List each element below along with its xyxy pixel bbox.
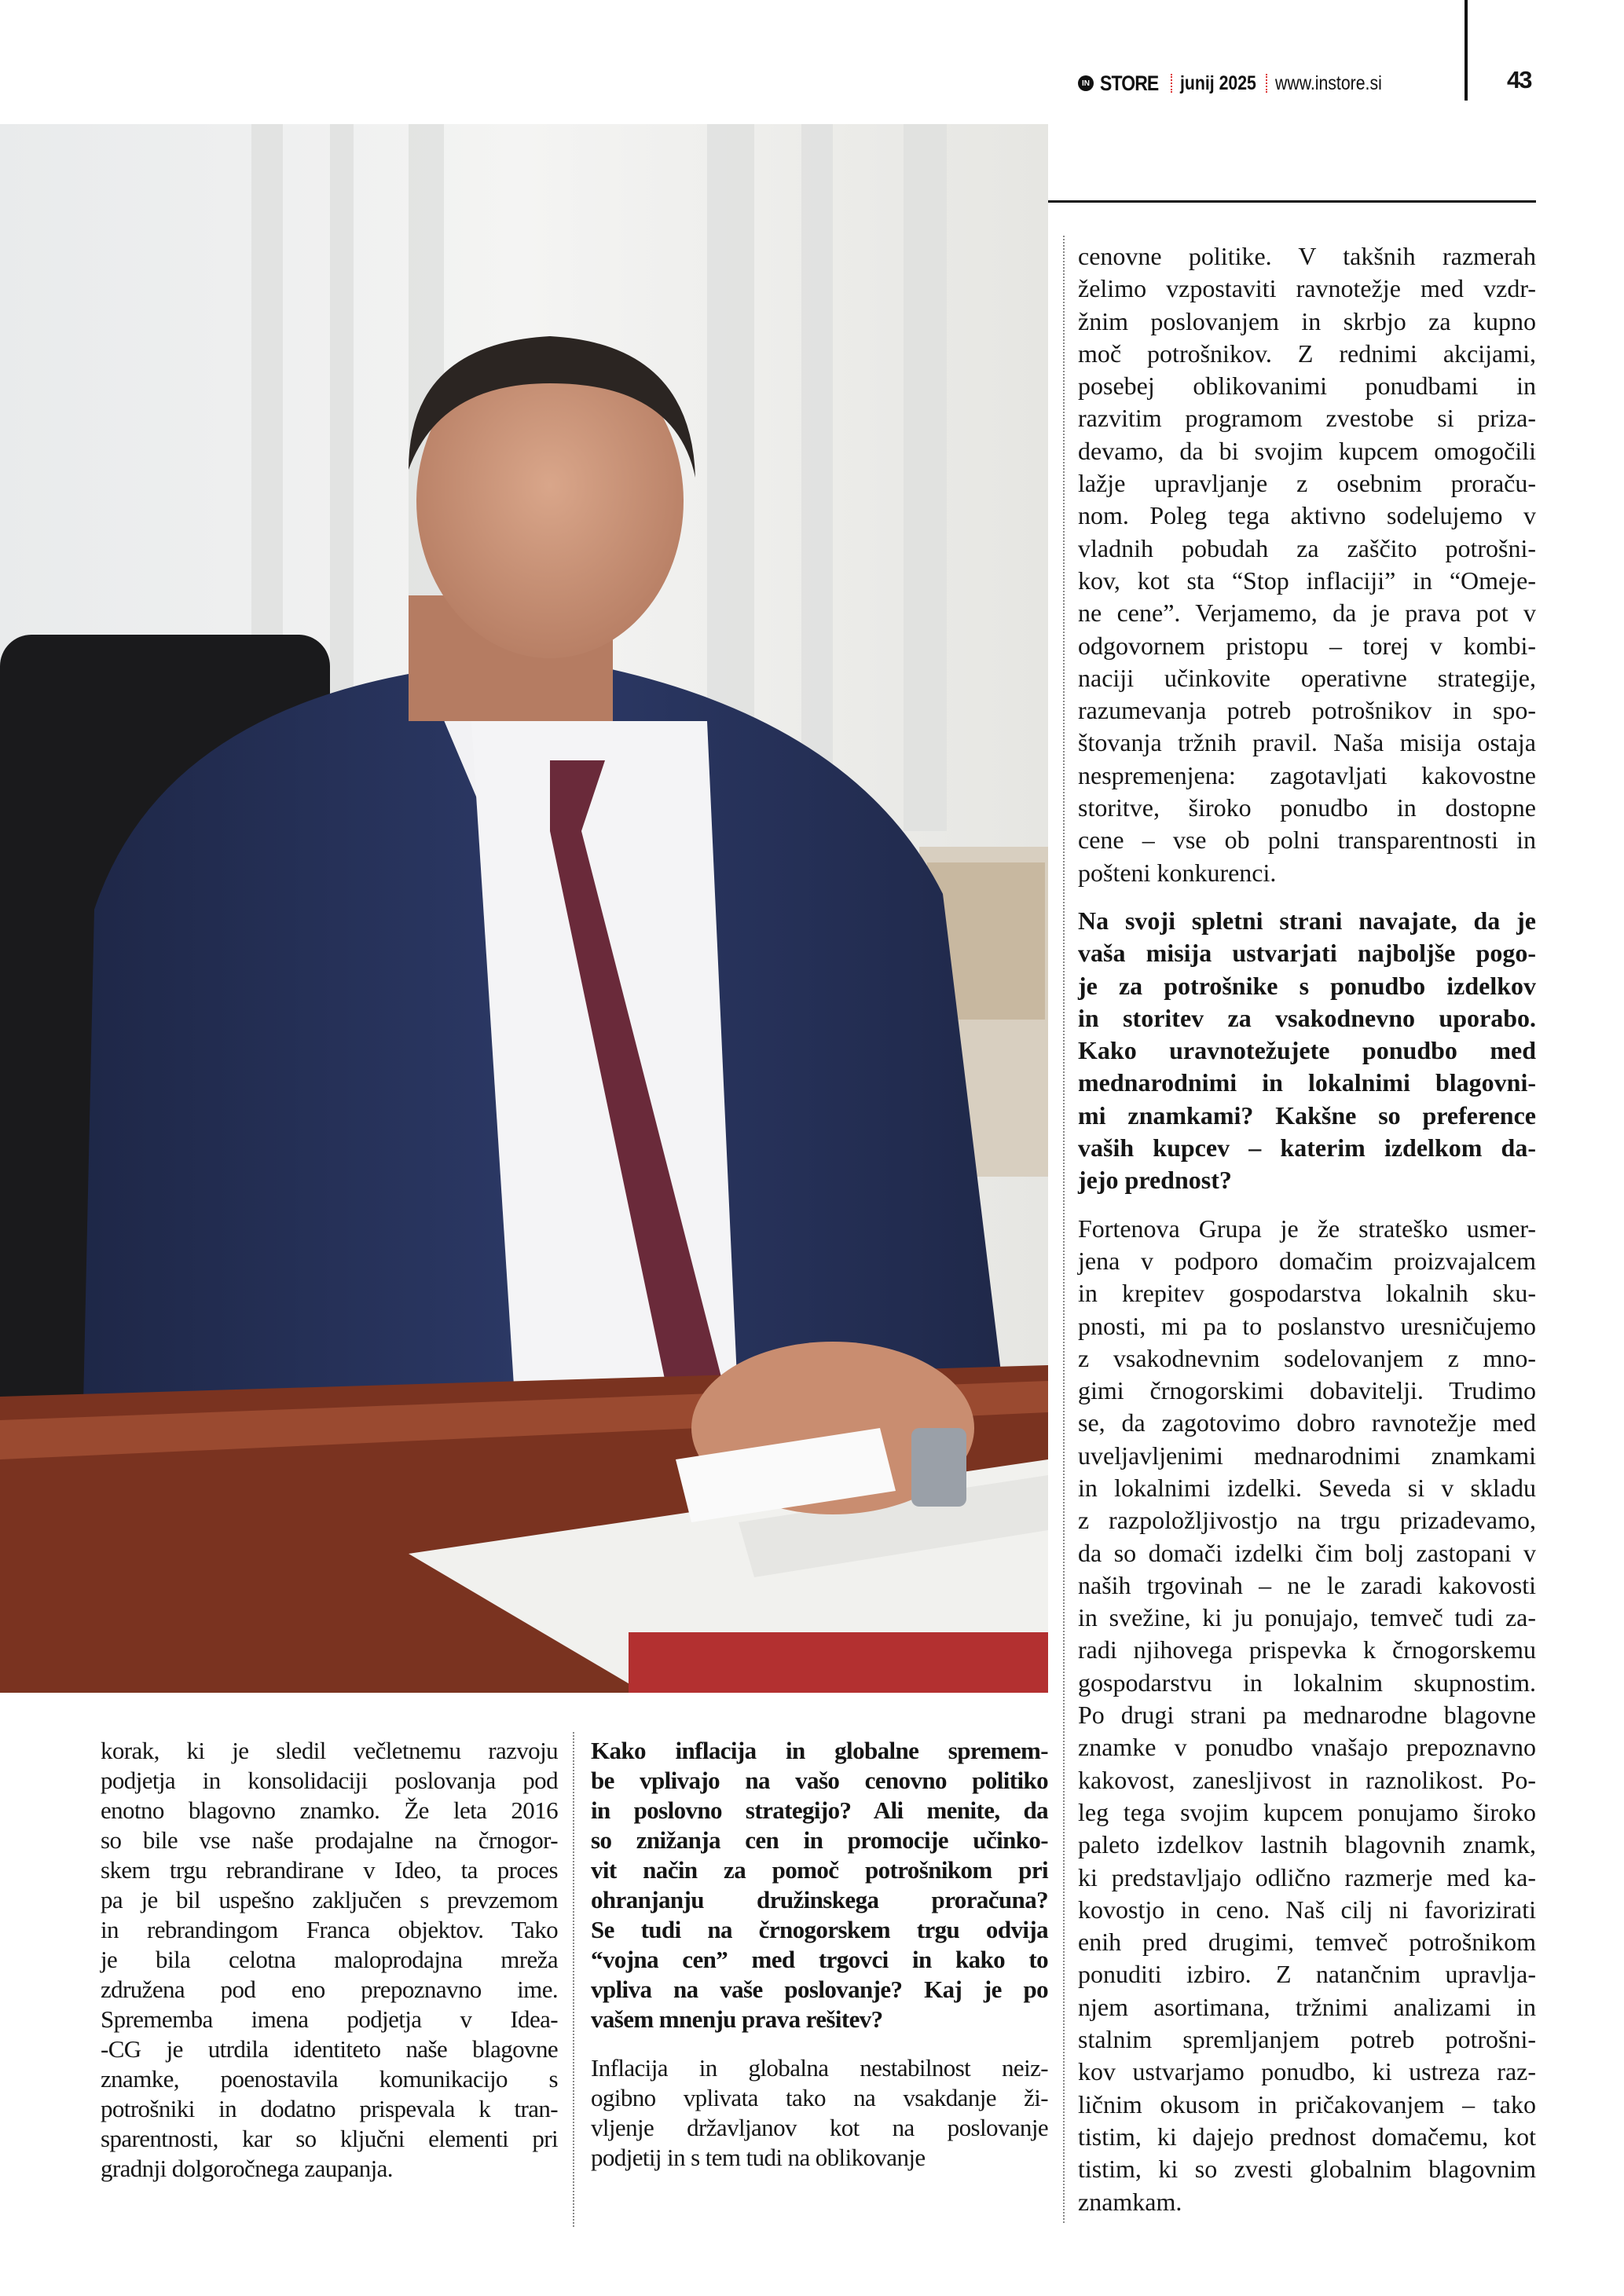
portrait-photo bbox=[0, 124, 1048, 1693]
text-line: korak, ki je sledil večletnemu razvoju bbox=[101, 1737, 558, 1764]
text-line: ne cene”. Verjamemo, da je prava pot v bbox=[1078, 599, 1536, 628]
text-line: vit način za pomoč potrošnikom pri bbox=[591, 1856, 1048, 1884]
text-line: da so domači izdelki čim bolj zastopani v bbox=[1078, 1538, 1536, 1567]
text-line: cenovne politike. V takšnih razmerah bbox=[1078, 242, 1536, 270]
text-line: in krepitev gospodarstva lokalnih sku- bbox=[1078, 1279, 1536, 1308]
text-line: vljenje državljanov kot na poslovanje bbox=[591, 2114, 1048, 2141]
text-line: skem trgu rebrandirane v Ideo, ta proces bbox=[101, 1856, 558, 1884]
text-line: enih pred drugimi, temveč potrošnikom bbox=[1078, 1928, 1536, 1957]
text-line: se, da zagotovimo dobro ravnotežje med bbox=[1078, 1408, 1536, 1437]
text-line: znamke, poenostavila komunikacijo s bbox=[101, 2065, 558, 2093]
body-paragraph bbox=[101, 1736, 558, 2184]
text-line: ohranjanju družinskega proračuna? bbox=[591, 1886, 1048, 1913]
interview-question bbox=[591, 1736, 1048, 2034]
text-line: vaših kupcev – katerim izdelkom da- bbox=[1078, 1133, 1536, 1163]
column-divider bbox=[1063, 236, 1065, 2223]
text-line: -CG je utrdila identiteto naše blagovne bbox=[101, 2035, 558, 2063]
instore-logo-icon: IN bbox=[1078, 75, 1094, 91]
text-line: posebej oblikovanimi ponudbami in bbox=[1078, 372, 1536, 401]
text-line: gradnji dolgoročnega zaupanja. bbox=[101, 2155, 393, 2182]
text-line: znamkam. bbox=[1078, 2187, 1182, 2216]
text-line: pa je bil uspešno zaključen s prevzemom bbox=[101, 1886, 558, 1913]
text-line: in svežine, ki ju ponujajo, temveč tudi za- bbox=[1078, 1603, 1536, 1632]
text-line: jejo prednost? bbox=[1078, 1166, 1232, 1195]
text-line: stalnim spremljanjem potreb potrošni- bbox=[1078, 2025, 1536, 2054]
text-line: z vsakodnevnim sodelovanjem z mno- bbox=[1078, 1343, 1536, 1372]
running-header bbox=[1078, 68, 1401, 99]
text-line: tistim, ki so zvesti globalnim blagovnim bbox=[1078, 2155, 1536, 2184]
text-line: radi njihovega prispevka k črnogorskemu bbox=[1078, 1635, 1536, 1664]
text-line: naših trgovinah – ne le zaradi kakovosti bbox=[1078, 1570, 1536, 1599]
text-line: njem asortimana, tržnimi analizami in bbox=[1078, 1992, 1536, 2021]
text-line: znamke v ponudbo vnašajo prepoznavno bbox=[1078, 1733, 1536, 1762]
brand-name: STORE bbox=[1100, 71, 1159, 95]
body-paragraph bbox=[1078, 1213, 1536, 2218]
text-line: je za potrošnike s ponudbo izdelkov bbox=[1078, 971, 1536, 1000]
text-line: jena v podporo domačim proizvajalcem bbox=[1078, 1246, 1536, 1275]
text-line: cene – vse ob polni transparentnosti in bbox=[1078, 826, 1536, 855]
text-line: ponuditi izbiro. Z natančnim upravlja- bbox=[1078, 1960, 1536, 1989]
text-line: razumevanja potreb potrošnikov in spo- bbox=[1078, 696, 1536, 725]
dotted-separator bbox=[1266, 74, 1267, 93]
body-paragraph bbox=[1078, 240, 1536, 889]
article-column-right bbox=[1078, 240, 1536, 2218]
text-line: kov ustvarjamo ponudbo, ki ustreza raz- bbox=[1078, 2057, 1536, 2086]
text-line: želimo vzpostaviti ravnotežje med vzdr- bbox=[1078, 274, 1536, 303]
text-line: Kako uravnotežujete ponudbo med bbox=[1078, 1036, 1536, 1065]
text-line: “vojna cen” med trgovci in kako to bbox=[591, 1946, 1048, 1973]
header-divider bbox=[1465, 0, 1468, 101]
text-line: štovanja tržnih pravil. Naša misija ostaja bbox=[1078, 728, 1536, 757]
text-line: so bile vse naše prodajalne na črnogor- bbox=[101, 1826, 558, 1854]
text-line: kovostjo in ceno. Naš cilj ni favorizirati bbox=[1078, 1895, 1536, 1924]
text-line: ogibno vplivata tako na vsakdanje ži- bbox=[591, 2084, 1048, 2111]
text-line: gospodarstvu in lokalnim skupnostim. bbox=[1078, 1668, 1536, 1697]
text-line: vladnih pobudah za zaščito potrošni- bbox=[1078, 533, 1536, 562]
text-line: Na svoji spletni strani navajate, da je bbox=[1078, 906, 1536, 935]
text-line: lažje upravljanje z osebnim proraču- bbox=[1078, 469, 1536, 498]
text-line: združena pod eno prepoznavno ime. bbox=[101, 1976, 558, 2003]
text-line: vpliva na vaše poslovanje? Kaj je po bbox=[591, 1976, 1048, 2003]
issue-date: junij 2025 bbox=[1179, 71, 1256, 94]
text-line: ki predstavljajo odlično razmerje med ka- bbox=[1078, 1862, 1536, 1891]
text-line: podjetij in s tem tudi na oblikovanje bbox=[591, 2144, 926, 2171]
text-line: leg tega svojim kupcem ponujamo široko bbox=[1078, 1797, 1536, 1826]
text-line: vašem mnenju prava rešitev? bbox=[591, 2005, 883, 2033]
text-line: podjetja in konsolidaciji poslovanja pod bbox=[101, 1767, 558, 1794]
text-line: storitve, široko ponudbo in dostopne bbox=[1078, 793, 1536, 822]
text-line: Inflacija in globalna nestabilnost neiz- bbox=[591, 2054, 1048, 2082]
text-line: enotno blagovno znamko. Že leta 2016 bbox=[101, 1796, 558, 1824]
body-paragraph bbox=[591, 2053, 1048, 2173]
text-line: pnosti, mi pa to poslanstvo uresničujemo bbox=[1078, 1311, 1536, 1340]
text-line: ličnim okusom in pričakovanjem – tako bbox=[1078, 2089, 1536, 2118]
text-line: nespremenjena: zagotavljati kakovostne bbox=[1078, 760, 1536, 789]
text-line: moč potrošnikov. Z rednimi akcijami, bbox=[1078, 339, 1536, 368]
text-line: z razpoložljivostjo na trgu prizadevamo, bbox=[1078, 1506, 1536, 1535]
text-line: sparentnosti, kar so ključni elementi pri bbox=[101, 2125, 558, 2152]
article-column-left bbox=[101, 1736, 558, 2184]
text-line: in lokalnimi izdelki. Seveda si v skladu bbox=[1078, 1473, 1536, 1502]
dotted-separator bbox=[1171, 74, 1172, 93]
text-line: vaša misija ustvarjati najboljše pogo- bbox=[1078, 939, 1536, 968]
text-line: Fortenova Grupa je že strateško usmer- bbox=[1078, 1214, 1536, 1243]
text-line: in rebrandingom Franca objektov. Tako bbox=[101, 1916, 558, 1943]
text-line: Po drugi strani pa mednarodne blagovne bbox=[1078, 1701, 1536, 1730]
text-line: potrošniki in dodatno prispevala k tran- bbox=[101, 2095, 558, 2122]
text-line: in storitev za vsakodnevno uporabo. bbox=[1078, 1003, 1536, 1032]
website-link[interactable]: www.instore.si bbox=[1275, 71, 1383, 94]
article-column-middle bbox=[591, 1736, 1048, 2173]
text-line: so znižanja cen in promocije učinko- bbox=[591, 1826, 1048, 1854]
text-line: tistim, ki dajejo prednost domačemu, kot bbox=[1078, 2122, 1536, 2151]
text-line: mi znamkami? Kakšne so preference bbox=[1078, 1100, 1536, 1130]
text-line: odgovornem pristopu – torej v kombi- bbox=[1078, 631, 1536, 660]
text-line: mednarodnimi in lokalnimi blagovni- bbox=[1078, 1068, 1536, 1097]
text-line: Sprememba imena podjetja v Idea- bbox=[101, 2005, 558, 2033]
text-line: gimi črnogorskimi dobavitelji. Trudimo bbox=[1078, 1376, 1536, 1405]
text-line: nom. Poleg tega aktivno sodelujemo v bbox=[1078, 501, 1536, 530]
text-line: in poslovno strategijo? Ali menite, da bbox=[591, 1796, 1048, 1824]
text-line: pošteni konkurenci. bbox=[1078, 858, 1277, 887]
text-line: Se tudi na črnogorskem trgu odvija bbox=[591, 1916, 1048, 1943]
text-line: kakovost, zanesljivost in raznolikost. Po- bbox=[1078, 1765, 1536, 1794]
text-line: je bila celotna maloprodajna mreža bbox=[101, 1946, 558, 1973]
text-line: be vplivajo na vašo cenovno politiko bbox=[591, 1767, 1048, 1794]
text-line: Kako inflacija in globalne spremem- bbox=[591, 1737, 1048, 1764]
text-line: kov, kot sta “Stop inflaciji” in “Omeje- bbox=[1078, 566, 1536, 595]
page-number: 43 bbox=[1507, 66, 1531, 93]
text-line: paleto izdelkov lastnih blagovnih znamk, bbox=[1078, 1830, 1536, 1859]
portrait-illustration bbox=[0, 124, 1048, 1693]
text-line: žnim poslovanjem in skrbjo za kupno bbox=[1078, 306, 1536, 335]
text-line: razvitim programom zvestobe si priza- bbox=[1078, 404, 1536, 433]
text-line: naciji učinkovite operativne strategije, bbox=[1078, 663, 1536, 692]
column-divider bbox=[573, 1732, 574, 2227]
column-rule bbox=[1048, 200, 1536, 203]
text-line: uveljavljenimi mednarodnimi znamkami bbox=[1078, 1441, 1536, 1470]
text-line: devamo, da bi svojim kupcem omogočili bbox=[1078, 436, 1536, 465]
interview-question bbox=[1078, 905, 1536, 1197]
